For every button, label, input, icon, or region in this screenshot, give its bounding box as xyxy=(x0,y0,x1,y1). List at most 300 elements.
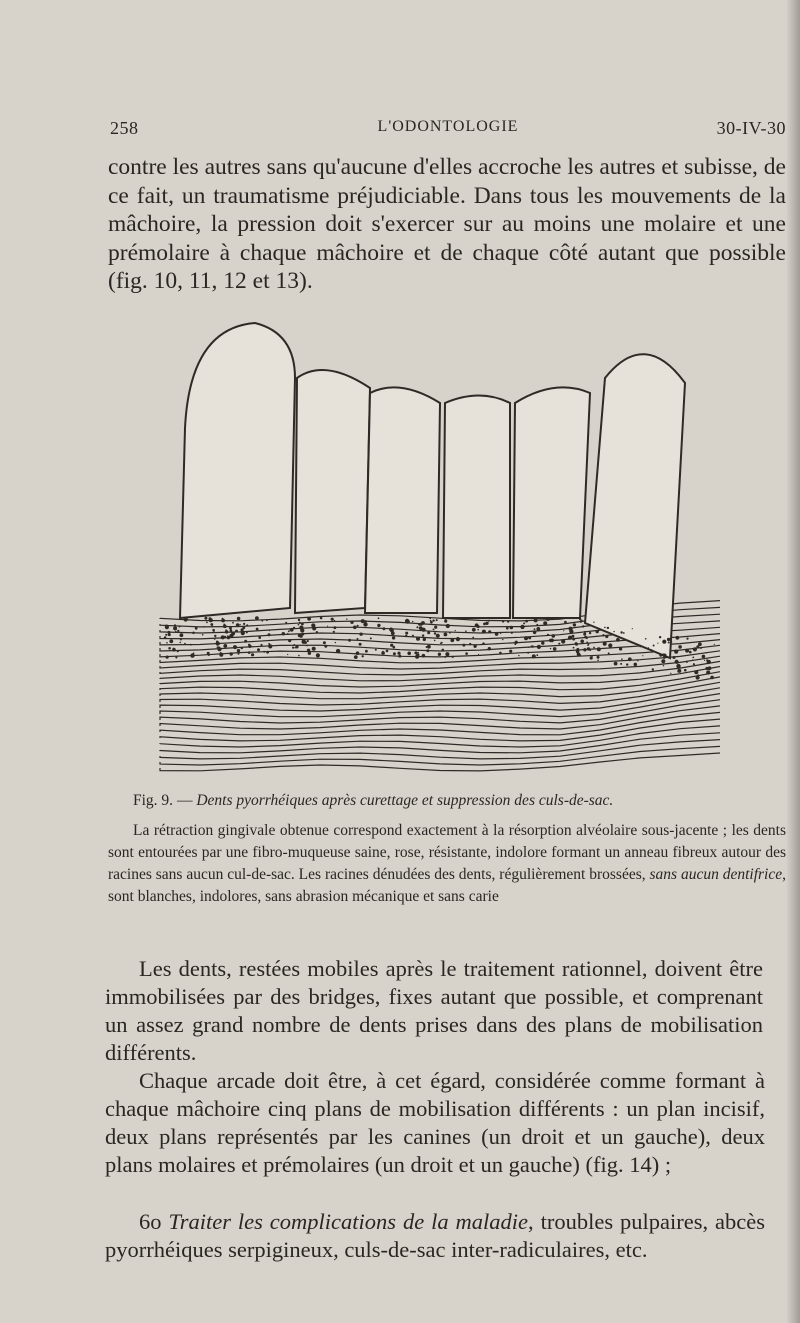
stipple-dot xyxy=(586,641,588,643)
stipple-dot xyxy=(706,670,710,674)
stipple-dot xyxy=(668,642,670,644)
teeth-group xyxy=(180,323,685,658)
stipple-dot xyxy=(698,674,699,675)
stipple-dot xyxy=(536,627,540,631)
stipple-dot xyxy=(619,647,622,650)
stipple-dot xyxy=(316,653,320,657)
stipple-dot xyxy=(248,644,250,646)
stipple-dot xyxy=(563,630,564,631)
stipple-dot xyxy=(193,652,195,654)
tooth xyxy=(443,396,510,619)
stipple-dot xyxy=(256,628,259,631)
stipple-dot xyxy=(478,654,479,655)
stipple-dot xyxy=(657,643,658,644)
stipple-dot xyxy=(605,635,608,638)
stipple-dot xyxy=(301,623,304,626)
stipple-dot xyxy=(293,627,295,629)
stipple-dot xyxy=(593,647,595,649)
stipple-dot xyxy=(295,645,298,648)
stipple-dot xyxy=(229,627,232,630)
figure-caption-title xyxy=(108,790,786,812)
gum-line xyxy=(160,753,720,771)
list-number: 6o xyxy=(139,1209,162,1234)
stipple-dot xyxy=(549,639,552,642)
stipple-dot xyxy=(465,652,468,655)
stipple-dot xyxy=(552,634,556,638)
stipple-dot xyxy=(221,619,225,623)
stipple-dot xyxy=(465,630,467,632)
stipple-dot xyxy=(356,651,360,655)
stipple-dot xyxy=(230,652,233,655)
stipple-dot xyxy=(298,619,300,621)
stipple-dot xyxy=(684,669,687,672)
stipple-dot xyxy=(260,644,262,646)
stipple-dot xyxy=(243,623,245,625)
stipple-dot xyxy=(348,639,351,642)
stipple-dot xyxy=(558,643,560,645)
stipple-dot xyxy=(258,636,261,639)
stipple-dot xyxy=(175,656,177,658)
stipple-dot xyxy=(269,630,270,631)
stipple-dot xyxy=(582,625,584,627)
stipple-dot xyxy=(225,630,228,633)
stipple-dot xyxy=(434,640,436,642)
stipple-dot xyxy=(263,651,265,653)
stipple-dot xyxy=(506,627,509,630)
stipple-dot xyxy=(266,619,268,621)
stipple-dot xyxy=(614,662,618,666)
stipple-dot xyxy=(237,649,240,652)
stipple-dot xyxy=(604,627,606,629)
stipple-dot xyxy=(288,630,290,632)
stipple-dot xyxy=(215,637,216,638)
stipple-dot xyxy=(573,623,576,626)
stipple-dot xyxy=(507,620,509,622)
stipple-dot xyxy=(173,626,177,630)
stipple-dot xyxy=(299,634,301,636)
stipple-dot xyxy=(495,632,499,636)
stipple-dot xyxy=(353,626,357,630)
stipple-dot xyxy=(327,626,328,627)
stipple-dot xyxy=(613,631,614,632)
stipple-dot xyxy=(591,656,592,657)
stipple-dot xyxy=(577,653,581,657)
stipple-dot xyxy=(391,631,395,635)
stipple-dot xyxy=(659,636,661,638)
paragraph-4-rest: , troubles pulpaires, abcès pyorrhéiques serpigineux, culs-de-sac inter-radiculaires, etc. xyxy=(105,1209,766,1262)
stipple-dot xyxy=(534,618,538,622)
stipple-dot xyxy=(405,632,408,635)
stipple-dot xyxy=(444,620,447,623)
stipple-dot xyxy=(168,647,171,650)
stipple-dot xyxy=(686,661,688,663)
tooth xyxy=(295,370,370,613)
paragraph-2-text: Les dents, restées mobiles après le traitement rationnel, doivent être immobilisées par des bridges, fixes autant que possible, et comprenant un assez grand nombre de dents prises dans des plans de mobilisation différents. xyxy=(105,956,763,1065)
stipple-dot xyxy=(397,652,400,655)
stipple-dot xyxy=(416,626,418,628)
stipple-dot xyxy=(527,652,529,654)
stipple-dot xyxy=(663,665,664,666)
stipple-dot xyxy=(528,646,530,648)
stipple-dot xyxy=(359,633,362,636)
stipple-dot xyxy=(427,631,430,634)
stipple-dot xyxy=(212,629,215,632)
stipple-dot xyxy=(248,651,251,654)
stipple-dot xyxy=(241,631,245,635)
stipple-dot xyxy=(444,617,446,619)
stipple-dot xyxy=(177,650,179,652)
stipple-dot xyxy=(536,624,538,626)
stipple-dot xyxy=(177,630,179,632)
stipple-dot xyxy=(509,650,512,653)
stipple-dot xyxy=(221,635,225,639)
stipple-dot xyxy=(179,626,181,628)
stipple-dot xyxy=(714,644,715,645)
stipple-dot xyxy=(705,667,708,670)
stipple-dot xyxy=(241,647,243,649)
stipple-dot xyxy=(336,649,340,653)
stipple-dot xyxy=(233,645,237,649)
stipple-dot xyxy=(676,664,680,668)
stipple-dot xyxy=(693,647,697,651)
stipple-dot xyxy=(525,620,528,623)
stipple-dot xyxy=(333,631,335,633)
paragraph-4 xyxy=(105,1208,765,1264)
stipple-dot xyxy=(437,634,440,637)
stipple-dot xyxy=(282,632,285,635)
stipple-dot xyxy=(293,644,295,646)
caption-italic: sans aucun dentifrice xyxy=(649,866,783,883)
stipple-dot xyxy=(378,617,380,619)
stipple-dot xyxy=(450,638,454,642)
stipple-dot xyxy=(393,646,396,649)
page-edge-shadow xyxy=(786,0,800,1323)
stipple-dot xyxy=(590,649,592,651)
stipple-dot xyxy=(620,631,622,633)
stipple-dot xyxy=(475,623,479,627)
stipple-dot xyxy=(472,637,474,639)
stipple-dot xyxy=(434,632,436,634)
stipple-dot xyxy=(261,620,263,622)
stipple-dot xyxy=(168,633,171,636)
stipple-dot xyxy=(426,649,429,652)
stipple-dot xyxy=(334,626,337,629)
stipple-dot xyxy=(534,628,536,630)
stipple-dot xyxy=(677,669,681,673)
stipple-dot xyxy=(445,657,446,658)
stipple-dot xyxy=(405,635,407,637)
paragraph-3 xyxy=(105,1067,765,1179)
stipple-dot xyxy=(219,653,223,657)
stipple-dot xyxy=(650,649,652,651)
stipple-dot xyxy=(546,618,549,621)
stipple-dot xyxy=(357,625,359,627)
tooth xyxy=(365,387,440,613)
stipple-dot xyxy=(488,620,490,622)
stipple-dot xyxy=(354,655,358,659)
stipple-dot xyxy=(673,656,676,659)
teeth-illustration xyxy=(155,318,725,778)
stipple-dot xyxy=(164,636,167,639)
stipple-dot xyxy=(462,644,465,647)
stipple-dot xyxy=(523,622,525,624)
stipple-dot xyxy=(587,644,589,646)
stipple-dot xyxy=(469,643,471,645)
stipple-dot xyxy=(423,638,426,641)
stipple-dot xyxy=(697,675,699,677)
stipple-dot xyxy=(398,655,401,658)
stipple-dot xyxy=(502,620,504,622)
stipple-dot xyxy=(623,632,625,634)
stipple-dot xyxy=(472,628,476,632)
stipple-dot xyxy=(603,642,607,646)
stipple-dot xyxy=(455,630,456,631)
paragraph-2 xyxy=(105,955,763,1067)
stipple-dot xyxy=(184,643,186,645)
stipple-dot xyxy=(232,622,234,624)
stipple-dot xyxy=(510,626,514,630)
stipple-dot xyxy=(216,641,220,645)
stipple-dot xyxy=(436,619,438,621)
stipple-dot xyxy=(661,659,665,663)
stipple-dot xyxy=(575,643,578,646)
stipple-dot xyxy=(223,624,227,628)
stipple-dot xyxy=(689,651,692,654)
issue-date: 30-IV-30 xyxy=(716,118,786,138)
stipple-dot xyxy=(511,632,513,634)
stipple-dot xyxy=(412,621,413,622)
stipple-dot xyxy=(438,653,441,656)
stipple-dot xyxy=(528,637,531,640)
stipple-dot xyxy=(212,626,214,628)
stipple-dot xyxy=(359,643,362,646)
stipple-dot xyxy=(382,627,385,630)
stipple-dot xyxy=(568,636,572,640)
stipple-dot xyxy=(290,629,292,631)
stipple-dot xyxy=(674,650,678,654)
stipple-dot xyxy=(238,653,240,655)
caption-text-1: La rétraction gingivale obtenue correspond exactement à la résorption alvéolaire sous-jacente ; les dents sont entourées par une fibro-muqueuse saine, rose, résistante, indolore formant un anneau fibreux autour des racines sans aucun cul-de-sac. Les racines dénudées des dents, régulièrement brossées, xyxy=(108,822,786,883)
stipple-dot xyxy=(302,640,306,644)
stipple-dot xyxy=(165,625,169,629)
stipple-dot xyxy=(432,619,434,621)
stipple-dot xyxy=(676,636,680,640)
stipple-dot xyxy=(375,649,377,651)
stipple-dot xyxy=(704,660,705,661)
stipple-dot xyxy=(335,642,336,643)
stipple-dot xyxy=(166,642,168,644)
stipple-dot xyxy=(242,626,245,629)
stipple-dot xyxy=(288,639,291,642)
stipple-dot xyxy=(561,639,565,643)
stipple-dot xyxy=(616,638,620,642)
stipple-dot xyxy=(350,621,353,624)
stipple-dot xyxy=(427,645,431,649)
stipple-dot xyxy=(452,656,454,658)
stipple-dot xyxy=(287,654,288,655)
stipple-dot xyxy=(520,625,524,629)
stipple-dot xyxy=(217,647,221,651)
stipple-dot xyxy=(537,645,541,649)
stipple-dot xyxy=(316,631,318,633)
stipple-dot xyxy=(209,618,213,622)
stipple-dot xyxy=(417,652,419,654)
stipple-dot xyxy=(642,655,643,656)
stipple-dot xyxy=(652,668,654,670)
stipple-dot xyxy=(306,645,308,647)
stipple-dot xyxy=(553,657,554,658)
stipple-dot xyxy=(166,656,169,659)
stipple-dot xyxy=(694,670,698,674)
tooth xyxy=(513,387,590,618)
stipple-dot xyxy=(223,644,227,648)
stipple-dot xyxy=(444,633,448,637)
stipple-dot xyxy=(648,647,649,648)
caption-text-2: , sont blanches, indolores, sans abrasion mécanique et sans carie xyxy=(108,866,786,905)
stipple-dot xyxy=(620,663,622,665)
stipple-dot xyxy=(580,640,584,644)
stipple-dot xyxy=(257,648,260,651)
page-number: 258 xyxy=(110,118,139,138)
running-header xyxy=(110,118,786,142)
stipple-dot xyxy=(195,627,198,630)
stipple-dot xyxy=(244,640,247,643)
stipple-dot xyxy=(659,654,662,657)
stipple-dot xyxy=(449,632,451,634)
stipple-dot xyxy=(707,660,711,664)
stipple-dot xyxy=(246,631,248,633)
stipple-dot xyxy=(607,627,609,629)
stipple-dot xyxy=(500,633,501,634)
figure-label: Fig. 9. xyxy=(133,792,174,809)
stipple-dot xyxy=(292,647,294,649)
stipple-dot xyxy=(709,669,711,671)
stipple-dot xyxy=(628,657,632,661)
stipple-dot xyxy=(685,649,689,653)
tooth xyxy=(180,323,295,618)
stipple-dot xyxy=(419,623,422,626)
stipple-dot xyxy=(547,634,549,636)
stipple-dot xyxy=(169,639,173,643)
stipple-dot xyxy=(407,652,411,656)
stipple-dot xyxy=(190,644,192,646)
stipple-dot xyxy=(621,658,623,660)
stipple-dot xyxy=(693,663,695,665)
stipple-dot xyxy=(268,644,272,648)
stipple-dot xyxy=(482,630,486,634)
stipple-dot xyxy=(172,648,176,652)
stipple-dot xyxy=(670,673,671,674)
stipple-dot xyxy=(266,651,269,654)
stipple-dot xyxy=(710,676,714,680)
stipple-dot xyxy=(573,647,575,649)
stipple-dot xyxy=(515,641,518,644)
stipple-dot xyxy=(590,656,593,659)
stipple-dot xyxy=(483,623,486,626)
figure-caption-body xyxy=(108,820,786,908)
stipple-dot xyxy=(307,617,311,621)
stipple-dot xyxy=(298,624,300,626)
stipple-dot xyxy=(572,638,575,641)
stipple-dot xyxy=(502,639,503,640)
stipple-dot xyxy=(692,659,693,660)
stipple-dot xyxy=(237,617,241,621)
stipple-dot xyxy=(210,623,213,626)
stipple-dot xyxy=(543,621,547,625)
stipple-dot xyxy=(381,651,385,655)
paragraph-4-italic: Traiter les complications de la maladie xyxy=(168,1209,529,1234)
figure-title: Dents pyorrhéiques après curettage et suppression des culs-de-sac. xyxy=(196,792,614,809)
stipple-dot xyxy=(596,630,599,633)
stipple-dot xyxy=(663,654,667,658)
stipple-dot xyxy=(637,660,638,661)
stipple-dot xyxy=(386,650,389,653)
stipple-dot xyxy=(422,628,426,632)
stipple-dot xyxy=(230,629,233,632)
stipple-dot xyxy=(251,653,254,656)
tooth xyxy=(585,354,685,658)
stipple-dot xyxy=(334,620,335,621)
stipple-dot xyxy=(499,652,502,655)
stipple-dot xyxy=(445,652,449,656)
stipple-dot xyxy=(700,648,702,650)
stipple-dot xyxy=(246,624,248,626)
gum-line xyxy=(160,733,720,753)
stipple-dot xyxy=(446,624,450,628)
stipple-dot xyxy=(192,632,195,635)
figure-dash: — xyxy=(173,792,197,809)
paragraph-3-text: Chaque arcade doit être, à cet égard, considérée comme formant à chaque mâchoire cinq plans de mobilisation différents : un plan incisif, deux plans représentés par les canines (un droit et un gauche), deux plans molaires et prémolaires (un droit et un gauche) (fig. 14) ; xyxy=(105,1068,765,1177)
stipple-dot xyxy=(227,636,230,639)
stipple-dot xyxy=(686,638,688,640)
stipple-dot xyxy=(441,642,443,644)
stipple-dot xyxy=(393,652,396,655)
stipple-dot xyxy=(180,642,182,644)
stipple-dot xyxy=(422,634,424,636)
stipple-dot xyxy=(589,632,591,634)
stipple-dot xyxy=(536,654,538,656)
stipple-dot xyxy=(323,641,326,644)
stipple-dot xyxy=(331,618,334,621)
stipple-dot xyxy=(285,622,287,624)
stipple-dot xyxy=(678,645,682,649)
stipple-dot xyxy=(430,621,433,624)
stipple-dot xyxy=(324,645,327,648)
stipple-dot xyxy=(180,639,182,641)
stipple-dot xyxy=(231,632,235,636)
stipple-dot xyxy=(300,628,304,632)
stipple-dot xyxy=(488,647,491,650)
stipple-dot xyxy=(346,618,347,619)
stipple-dot xyxy=(597,647,601,651)
stipple-dot xyxy=(184,617,188,621)
stipple-dot xyxy=(580,621,582,623)
stipple-dot xyxy=(584,636,587,639)
stipple-dot xyxy=(236,623,240,627)
stipple-dot xyxy=(416,653,419,656)
stipple-dot xyxy=(174,624,176,626)
stipple-dot xyxy=(473,645,476,648)
stipple-dot xyxy=(422,655,424,657)
gum-line xyxy=(160,740,720,759)
stipple-dot xyxy=(412,635,414,637)
stipple-dot xyxy=(240,624,241,625)
stipple-dot xyxy=(208,654,210,656)
stipple-dot xyxy=(213,631,214,632)
stipple-dot xyxy=(312,626,316,630)
stipple-dot xyxy=(429,618,431,620)
stipple-dot xyxy=(524,636,528,640)
